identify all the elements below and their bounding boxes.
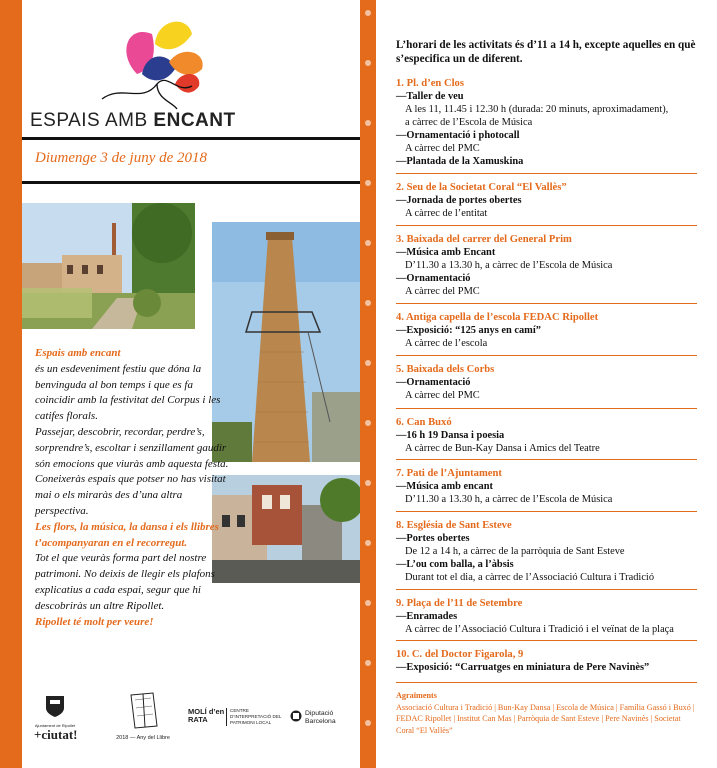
- logo-wordmark: ESPAIS AMB ENCANT: [30, 110, 236, 131]
- section-divider: [396, 511, 697, 512]
- section-divider: [396, 303, 697, 304]
- section-title: 7. Pati de l’Ajuntament: [396, 468, 502, 479]
- any-llibre-logo: 2018 — Any del Llibre: [98, 690, 188, 742]
- event-date: Diumenge 3 de juny de 2018: [35, 150, 208, 166]
- section-title: 6. Can Buxó: [396, 417, 452, 428]
- diputacio-icon: [290, 710, 302, 722]
- diputacio-logo: Diputació Barcelona: [290, 710, 356, 725]
- activity-name: —Enramades: [396, 611, 458, 622]
- crest-icon: [44, 694, 66, 718]
- activity-name: —Exposició: “125 anys en camí”: [396, 325, 541, 336]
- schedule-section: [396, 648, 701, 674]
- intro-paragraph: Passejar, descobrir, recordar, perdre’s, sorprendre’s, escoltar i senzillament gaudir són emocions que viuràs amb aquesta festa.: [35, 425, 229, 470]
- activity-name: —Portes obertes: [396, 533, 470, 544]
- section-title: 5. Baixada dels Corbs: [396, 364, 495, 375]
- ajuntament-logo: Ajuntament de Ripollet +ciutat!: [34, 694, 76, 742]
- activity-name: —Plantada de la Xamuskina: [396, 156, 524, 167]
- intro-title: Espais amb encant: [35, 347, 121, 359]
- activity-detail: D’11.30 a 13.30 h, a càrrec de l’Escola de Música: [405, 260, 613, 271]
- left-panel: [22, 0, 360, 768]
- intro-highlight: Les flors, la música, la dansa i els llibres t’acompanyaran en el recorregut.: [35, 520, 219, 549]
- espais-logo-icon: [97, 14, 217, 114]
- section-divider: [396, 225, 697, 226]
- activity-detail: A càrrec de Bun-Kay Dansa i Amics del Teatre: [405, 443, 600, 454]
- activity-detail: a càrrec de l’Escola de Música: [405, 117, 533, 128]
- activity-name: —Ornamentació i photocall: [396, 130, 520, 141]
- intro-highlight: Ripollet té molt per veure!: [35, 615, 154, 628]
- activity-detail: De 12 a 14 h, a càrrec de la parròquia de Sant Esteve: [405, 546, 625, 557]
- photo-village: [22, 203, 195, 329]
- sponsor-logos: [22, 688, 360, 768]
- activity-detail: A càrrec del PMC: [405, 143, 480, 154]
- ack-text: Associació Cultura i Tradició | Bun-Kay Dansa | Escola de Música | Família Gassó i Buxó | FEDAC Ripollet | Institut Can Mas | Parròquia de Sant Esteve | Pere Navinès | Societat Coral “El Vallès”: [396, 702, 695, 735]
- activity-detail: A càrrec de l’Associació Cultura i Tradició i el veïnat de la plaça: [405, 624, 674, 635]
- schedule-intro: L’horari de les activitats és d’11 a 14 h, excepte aquelles en què s’especifica un de diferent.: [396, 39, 696, 65]
- section-divider: [396, 173, 697, 174]
- section-divider: [396, 459, 697, 460]
- section-title: 9. Plaça de l’11 de Setembre: [396, 598, 523, 609]
- schedule-section: [396, 77, 701, 168]
- activity-name: —Ornamentació: [396, 377, 471, 388]
- schedule-section: [396, 467, 701, 506]
- intro-paragraph: és un esdeveniment festiu que dóna la benvinguda al bon temps i que es fa coincidir amb la festivitat del Corpus i les catifes florals.: [35, 362, 221, 423]
- schedule-section: [396, 363, 701, 402]
- section-divider: [396, 589, 697, 590]
- intro-text: [35, 346, 235, 630]
- schedule-section: [396, 416, 701, 455]
- section-divider: [396, 640, 697, 641]
- intro-paragraph: Tot el que veuràs forma part del nostre patrimoni. No deixis de llegir els plafons explicatius a cada espai, segur que hi descobriràs un altre Ripollet.: [35, 552, 215, 612]
- schedule-section: [396, 233, 701, 298]
- section-title: 1. Pl. d’en Clos: [396, 78, 464, 89]
- section-divider: [396, 408, 697, 409]
- section-title: 4. Antiga capella de l’escola FEDAC Ripollet: [396, 312, 599, 323]
- moli-subtitle: CENTRE D’INTERPRETACIÓ DEL PATRIMONI LOCAL: [226, 708, 282, 726]
- activity-detail: A les 11, 11.45 i 12.30 h (durada: 20 minuts, aproximadament),: [405, 104, 669, 115]
- activity-name: —Jornada de portes obertes: [396, 195, 522, 206]
- activity-name: —L’ou com balla, a l’àbsis: [396, 559, 514, 570]
- section-title: 3. Baixada del carrer del General Prim: [396, 234, 572, 245]
- intro-paragraph: Coneixeràs espais que potser no has visitat mai o els miraràs des d’una altra perspectiva.: [35, 473, 226, 517]
- activity-name: —16 h 19 Dansa i poesia: [396, 430, 505, 441]
- schedule-section: [396, 597, 701, 636]
- activity-detail: A càrrec de l’escola: [405, 338, 488, 349]
- activity-name: —Ornamentació: [396, 273, 471, 284]
- right-panel: [376, 0, 717, 768]
- moli-logo: MOLÍ d’en RATA: [188, 707, 225, 724]
- activity-name: —Música amb Encant: [396, 247, 496, 258]
- section-divider: [396, 682, 697, 683]
- activity-detail: Durant tot el dia, a càrrec de l’Associació Cultura i Tradició: [405, 572, 655, 583]
- activity-name: —Taller de veu: [396, 91, 464, 102]
- book-icon: [123, 690, 163, 730]
- section-divider: [396, 355, 697, 356]
- divider-line: [22, 181, 360, 184]
- ack-title: Agraïments: [396, 691, 437, 700]
- activity-detail: A càrrec del PMC: [405, 390, 480, 401]
- section-title: 8. Església de Sant Esteve: [396, 520, 512, 531]
- divider-line: [22, 137, 360, 140]
- acknowledgements: [396, 690, 696, 736]
- schedule-section: [396, 311, 701, 350]
- schedule-section: [396, 181, 701, 220]
- section-title: 2. Seu de la Societat Coral “El Vallès”: [396, 182, 567, 193]
- activity-detail: A càrrec del PMC: [405, 286, 480, 297]
- activity-name: —Música amb encant: [396, 481, 493, 492]
- schedule-section: [396, 519, 701, 584]
- section-title: 10. C. del Doctor Figarola, 9: [396, 649, 524, 660]
- fold-strip: [360, 0, 376, 768]
- activity-detail: D’11.30 a 13.30 h, a càrrec de l’Escola de Música: [405, 494, 613, 505]
- activity-name: —Exposició: “Carruatges en miniatura de Pere Navinès”: [396, 662, 650, 673]
- activity-detail: A càrrec de l’entitat: [405, 208, 488, 219]
